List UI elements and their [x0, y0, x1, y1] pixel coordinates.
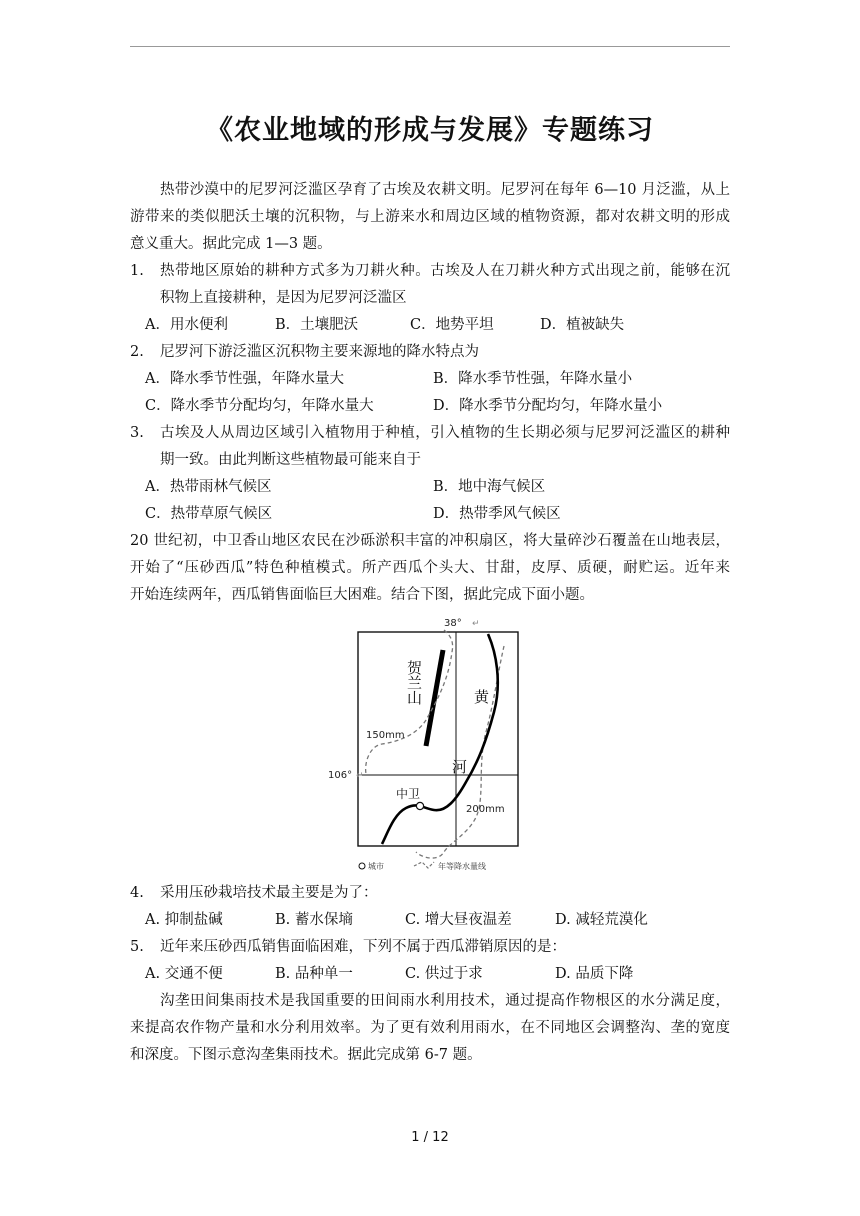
river-label-2: 河 — [452, 758, 468, 776]
intro3-line-1: 沟垄田间集雨技术是我国重要的田间雨水利用技术，通过提高作物根区的水分满足度， — [160, 993, 730, 1009]
intro2-line-2: 开始了“压砂西瓜”特色种植模式。所产西瓜个头大、甘甜，皮厚、质硬，耐贮运。近年来 — [130, 560, 730, 576]
q5-option-c: C. 供过于求 — [405, 966, 483, 982]
zhongwei-map — [326, 612, 526, 874]
q3-stem-line-1: 古埃及人从周边区域引入植物用于种植，引入植物的生长期必须与尼罗河泛滥区的耕种 — [160, 425, 730, 441]
isohyet-200mm — [416, 646, 504, 858]
q5-option-a: A. 交通不便 — [145, 966, 223, 982]
q5-option-b: B. 品种单一 — [275, 966, 353, 982]
isohyet-200-label: 200mm — [466, 804, 505, 815]
map-return-mark: ↵ — [472, 619, 480, 629]
header-rule — [130, 46, 730, 47]
q2-option-a: A．降水季节性强，年降水量大 — [145, 371, 344, 387]
q2-option-b: B．降水季节性强，年降水量小 — [433, 371, 633, 387]
q5-number: 5. — [130, 939, 144, 955]
q5-option-d: D. 品质下降 — [555, 966, 634, 982]
q1-option-a: A．用水便利 — [145, 317, 228, 333]
q5-stem: 近年来压砂西瓜销售面临困难，下列不属于西瓜滞销原因的是： — [160, 939, 566, 955]
q4-option-d: D. 减轻荒漠化 — [555, 912, 648, 928]
q1-option-d: D．植被缺失 — [540, 317, 625, 333]
intro1-line-1: 热带沙漠中的尼罗河泛滥区孕育了古埃及农耕文明。尼罗河在每年 6—10 月泛滥，从上 — [160, 182, 730, 198]
map-longitude-label: 106° — [328, 770, 353, 781]
intro1-line-3: 意义重大。据此完成 1—3 题。 — [130, 236, 332, 252]
q3-option-a: A．热带雨林气候区 — [145, 479, 272, 495]
q3-stem-line-2: 期一致。由此判断这些植物最可能来自于 — [160, 452, 421, 468]
river-label-1: 黄 — [474, 688, 490, 706]
q4-option-c: C. 增大昼夜温差 — [405, 912, 512, 928]
q3-option-d: D．热带季风气候区 — [433, 506, 561, 522]
legend-isohyet-icon — [414, 862, 434, 868]
zhongwei-city-marker — [416, 802, 423, 809]
q2-number: 2. — [130, 344, 144, 360]
q4-option-b: B. 蓄水保墒 — [275, 912, 353, 928]
intro3-line-3: 和深度。下图示意沟垄集雨技术。据此完成第 6-7 题。 — [130, 1047, 482, 1063]
legend-city-label: 城市 — [368, 862, 384, 871]
q4-stem: 采用压砂栽培技术最主要是为了： — [160, 885, 378, 901]
legend-isohyet-label: 年等降水量线 — [438, 862, 486, 871]
mountain-label: 贺兰山 — [405, 660, 423, 705]
intro2-line-1: 20 世纪初，中卫香山地区农民在沙砾淤积丰富的冲积扇区，将大量碎沙石覆盖在山地表层， — [130, 533, 730, 549]
city-label: 中卫 — [396, 787, 421, 801]
isohyet-150-label: 150mm — [366, 730, 405, 741]
q3-number: 3. — [130, 425, 144, 441]
helan-mountain-ridge — [426, 650, 443, 746]
intro2-line-3: 开始连续两年，西瓜销售面临巨大困难。结合下图，据此完成下面小题。 — [130, 587, 594, 603]
intro3-line-2: 来提高农作物产量和水分利用效率。为了更有效利用雨水，在不同地区会调整沟、垄的宽度 — [130, 1020, 730, 1036]
q1-number: 1. — [130, 263, 144, 279]
q3-option-c: C．热带草原气候区 — [145, 506, 273, 522]
q2-stem: 尼罗河下游泛滥区沉积物主要来源地的降水特点为 — [160, 344, 479, 360]
q2-option-c: C．降水季节分配均匀，年降水量大 — [145, 398, 374, 414]
q1-stem-line-2: 积物上直接耕种，是因为尼罗河泛滥区 — [160, 290, 407, 306]
q3-option-b: B．地中海气候区 — [433, 479, 546, 495]
q4-option-a: A. 抑制盐碱 — [145, 912, 223, 928]
q2-option-d: D．降水季节分配均匀，年降水量小 — [433, 398, 663, 414]
q1-option-c: C．地势平坦 — [410, 317, 494, 333]
q1-stem-line-1: 热带地区原始的耕种方式多为刀耕火种。古埃及人在刀耕火种方式出现之前，能够在沉 — [160, 263, 730, 279]
page-number: 1 / 12 — [411, 1130, 449, 1145]
svg-text:↵: ↵ — [356, 771, 364, 781]
intro1-line-2: 游带来的类似肥沃土壤的沉积物，与上游来水和周边区域的植物资源，都对农耕文明的形成 — [130, 209, 730, 225]
legend-city-icon — [359, 863, 365, 869]
map-latitude-label: 38° — [444, 618, 462, 629]
q1-option-b: B．土壤肥沃 — [275, 317, 359, 333]
page-title: 《农业地域的形成与发展》专题练习 — [206, 115, 654, 146]
q4-number: 4. — [130, 885, 144, 901]
